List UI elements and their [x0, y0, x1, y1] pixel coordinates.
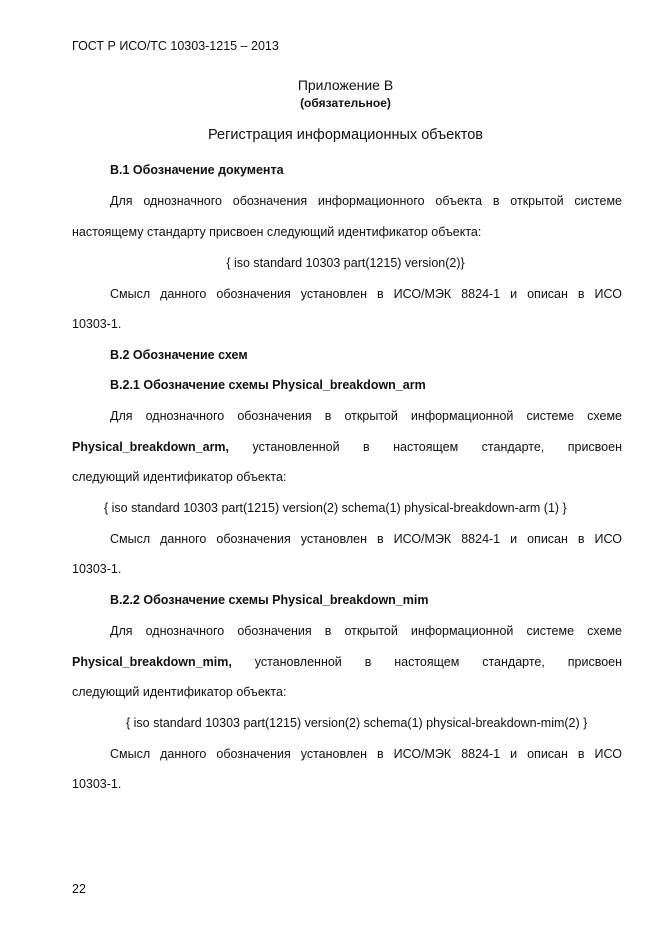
b1-para2-line2: 10303-1.	[72, 317, 122, 331]
b1-para1-line1: Для однозначного обозначения информационного объекта в открытой системе	[110, 194, 622, 208]
page-number: 22	[72, 882, 86, 896]
b21-para2-line1: Смысл данного обозначения установлен в ИСО/МЭК 8824-1 и описан в ИСО	[110, 532, 622, 546]
b21-para1-line2-rest: установленной в настоящем стандарте, присвоен	[252, 440, 622, 454]
b21-para2-line2: 10303-1.	[72, 562, 122, 576]
appendix-subtitle: (обязательное)	[300, 96, 391, 110]
b1-identifier: { iso standard 10303 part(1215) version(2)}	[226, 256, 465, 270]
b22-para2-line1: Смысл данного обозначения установлен в ИСО/МЭК 8824-1 и описан в ИСО	[110, 747, 622, 761]
b22-para1-line2-rest: установленной в настоящем стандарте, присвоен	[254, 655, 622, 669]
document-header-code: ГОСТ Р ИСО/ТС 10303-1215 – 2013	[72, 39, 279, 53]
section-title: Регистрация информационных объектов	[208, 127, 483, 143]
heading-b22: В.2.2 Обозначение схемы Physical_breakdown_mim	[110, 593, 429, 607]
b22-para1-line1: Для однозначного обозначения в открытой информационной системе схеме	[110, 624, 622, 638]
b22-identifier: { iso standard 10303 part(1215) version(2) schema(1) physical-breakdown-mim(2) }	[126, 716, 588, 730]
appendix-title: Приложение В	[297, 77, 394, 93]
b21-schema-name: Physical_breakdown_arm,	[72, 440, 230, 454]
heading-b2: В.2 Обозначение схем	[110, 348, 248, 362]
b21-para1-line3: следующий идентификатор объекта:	[72, 470, 287, 484]
b21-para1-line2	[72, 439, 622, 455]
b21-identifier: { iso standard 10303 part(1215) version(2) schema(1) physical-breakdown-arm (1) }	[104, 501, 567, 515]
b1-para2-line1: Смысл данного обозначения установлен в ИСО/МЭК 8824-1 и описан в ИСО	[110, 287, 622, 301]
b22-para2-line2: 10303-1.	[72, 777, 122, 791]
b22-para1-line2	[72, 654, 622, 670]
heading-b1: В.1 Обозначение документа	[110, 163, 284, 177]
b22-schema-name: Physical_breakdown_mim,	[72, 655, 232, 669]
heading-b21: В.2.1 Обозначение схемы Physical_breakdown_arm	[110, 378, 426, 392]
b22-para1-line3: следующий идентификатор объекта:	[72, 685, 287, 699]
b1-para1-line2: настоящему стандарту присвоен следующий идентификатор объекта:	[72, 225, 482, 239]
b21-para1-line1: Для однозначного обозначения в открытой информационной системе схеме	[110, 409, 622, 423]
